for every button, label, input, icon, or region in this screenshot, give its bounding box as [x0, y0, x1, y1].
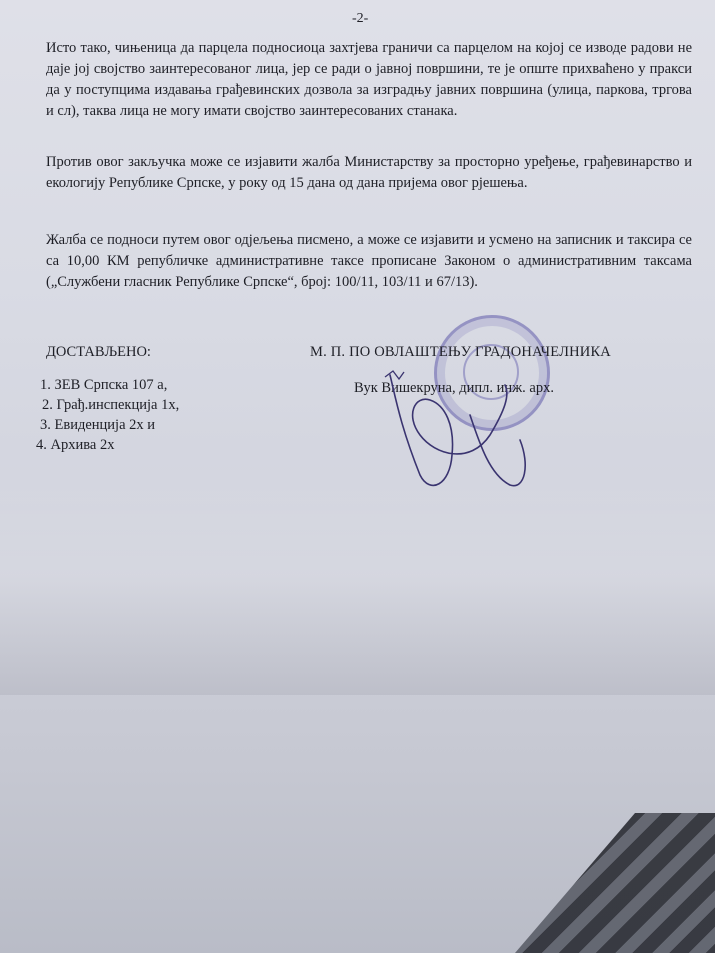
delivered-list [36, 375, 180, 455]
background-fabric [515, 813, 715, 953]
paragraph-interested-party: Исто тако, чињеница да парцела подносиоца захтјева граничи са парцелом на којој се изводе радови не даје јој својство заинтересованог лица, јер се ради о јавној површини, те је опште прихваћено у пракси да у поступцима издавања грађевинских дозвола за изградњу јавних површина (улица, паркова, тргова и сл), таква лица не могу имати својство заинтересованих станака. [46, 40, 692, 119]
delivered-heading: ДОСТАВЉЕНО: [46, 344, 151, 360]
list-item: 3. Евиденција 2х и [40, 417, 156, 433]
signer-name: Вук Вишекруна, дипл. инж. арх. [354, 380, 554, 396]
page-number: -2- [352, 11, 369, 26]
paragraph-fee: Жалба се подноси путем овог одјељења писмено, а може се изјавити и усмено на записник и таксира се са 10,00 КМ републичке административне таксе прописане Законом о административним таксама („Службени гласник Републике Српске“, број: 100/11, 103/11 и 67/13). [46, 232, 692, 290]
authorization-line: М. П. ПО ОВЛАШТЕЊУ ГРАДОНАЧЕЛНИКА [310, 344, 611, 360]
list-item: 2. Грађ.инспекција 1х, [42, 397, 180, 413]
list-item: 4. Архива 2х [36, 437, 115, 453]
list-item: 1. ЗЕВ Српска 107 а, [40, 377, 168, 393]
handwritten-signature [360, 355, 540, 505]
paragraph-appeal: Против овог закључка може се изјавити жалба Министарству за просторно уређење, грађевинарство и екологију Републике Српске, у року од 15 дана од дана пријема овог рјешења. [46, 154, 692, 191]
